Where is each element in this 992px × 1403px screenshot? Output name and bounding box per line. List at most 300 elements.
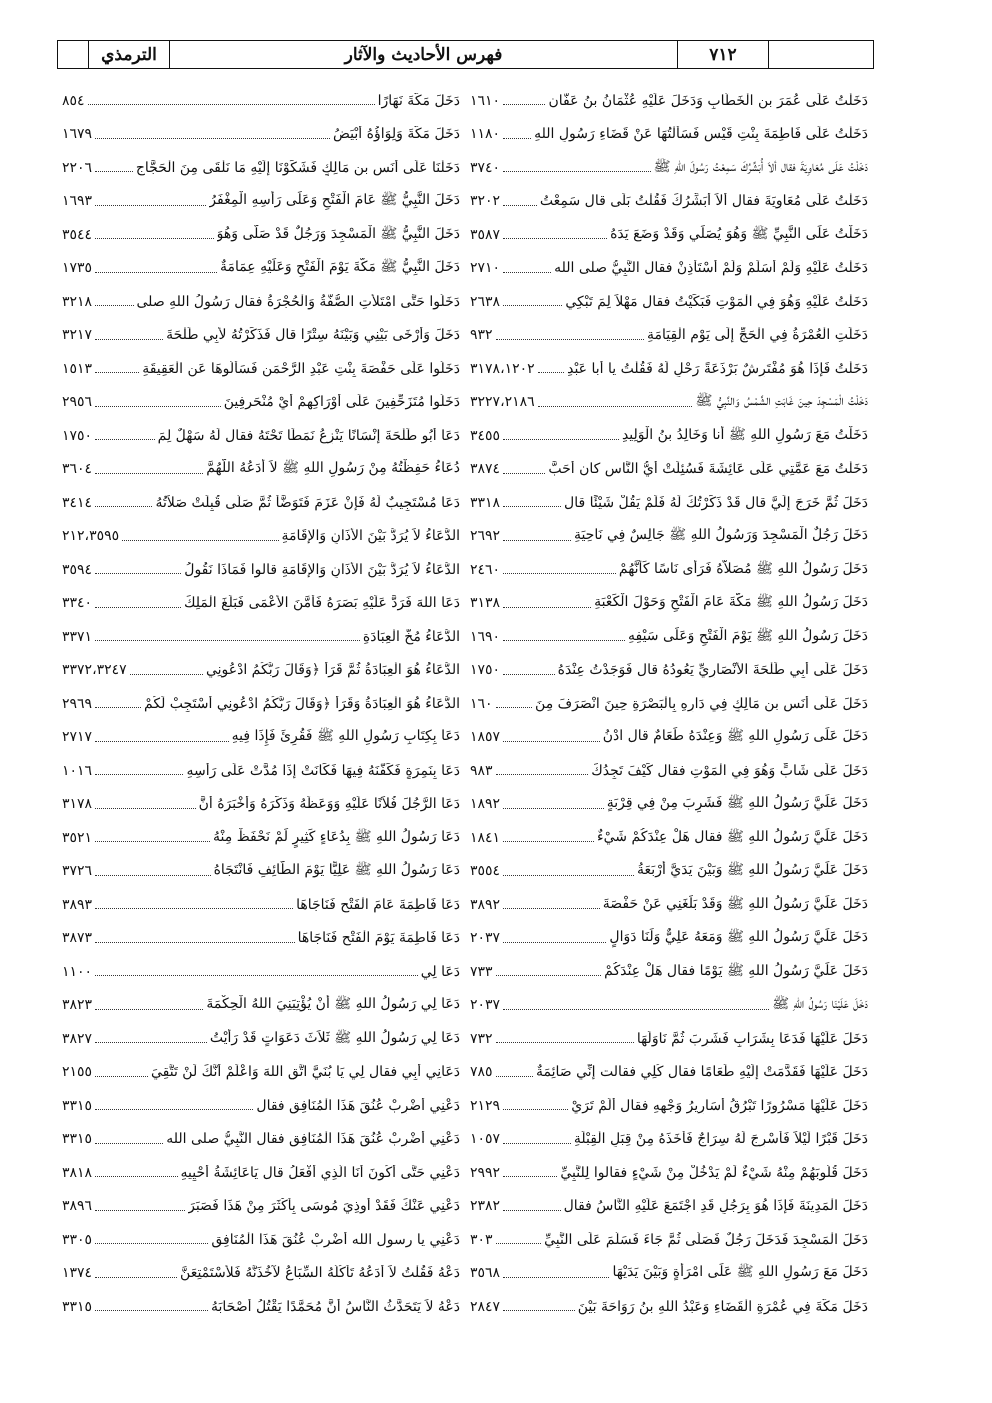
hadith-incipit: دَعَا أَبُو طَلْحَةَ إِنْسَانًا يَنْزِعُ نَمَطًا تَحْتَهُ فقال لَهُ سَهْلٌ لِمَ (157, 427, 460, 444)
index-entry (470, 419, 868, 453)
hadith-number: ١٦٠ (470, 695, 493, 712)
header-empty-cell-left (58, 41, 88, 68)
hadith-number: ٢٦٩٢ (470, 528, 501, 545)
hadith-number: ٢١٢٩ (470, 1097, 501, 1114)
dot-leader (95, 1109, 253, 1110)
hadith-number: ١٦٩٣ (62, 193, 93, 210)
hadith-incipit: دَخَلُوا مُتَزَحِّفِينَ عَلَى أَوْرَاكِهِمْ أَيْ مُنْحَرِفِينَ (223, 394, 460, 411)
hadith-incipit: دَخَلْتُ فَإِذَا هُوَ مُفْتَرِشٌ بَرْذَعَةً رَحْلٍ لَهُ فَقُلْتُ يا أبا عَبْدِ (567, 360, 868, 377)
hadith-number: ١١٨٠ (470, 126, 501, 143)
hadith-number: ٣١٧٨،١٢٠٢ (470, 360, 535, 377)
hadith-incipit: دَخَلْتُ مَعَ عَمَّتِي عَلَى عَائِشَةَ فَسُئِلَتْ أَيُّ النَّاسِ كان أَحَبَّ (548, 461, 868, 478)
index-entry (470, 1190, 868, 1224)
hadith-number: ١٧٣٥ (62, 260, 93, 277)
index-entry (62, 687, 460, 721)
index-entry (470, 185, 868, 219)
index-entry (62, 553, 460, 587)
index-entry (470, 218, 868, 252)
hadith-number: ٣٥٤٤ (62, 226, 93, 243)
dot-leader (503, 741, 600, 742)
index-entry (62, 1190, 460, 1224)
index-entry (470, 118, 868, 152)
dot-leader (95, 1042, 207, 1043)
hadith-incipit: دَخَلَ عَلَى أَبِي طَلْحَةَ الأَنْصَارِيِّ يَعُودُهُ قال فَوَجَدْتُ عِنْدَهُ (557, 662, 868, 679)
hadith-incipit: دَخَلَ النَّبِيُّ ﷺ مَكَّةَ يَوْمَ الْفَتْحِ وَعَلَيْهِ عِمَامَةٌ (219, 259, 460, 276)
hadith-incipit: دَخَلَ عَلَى أَنَسِ بنِ مَالِكٍ فِي دَارِهِ بِالْبَصْرَةِ حِينَ انْصَرَفَ مِنَ (535, 695, 868, 712)
hadith-number: ٣٠٣ (470, 1231, 493, 1248)
hadith-incipit: دَخَلْتُ عَلَى فَاطِمَةَ بِنْتِ قَيْسٍ فَسَأَلْتُهَا عَنْ قَضَاءِ رَسُولِ اللهِ (534, 126, 868, 143)
hadith-incipit: دَخَلَ مَعَ رَسُولِ اللهِ ﷺ عَلَى امْرَأَةٍ وَبَيْنَ يَدَيْهَا (612, 1264, 868, 1281)
hadith-number: ١٧٥٠ (62, 427, 93, 444)
dot-leader (503, 808, 604, 809)
dot-leader (538, 372, 564, 373)
dot-leader (95, 372, 139, 373)
hadith-incipit: دَعْهُ لاَ يَتَحَدَّثُ النَّاسُ أَنَّ مُحَمَّدًا يَقْتُلُ أَصْحَابَهُ (211, 1298, 460, 1315)
hadith-number: ٢١٥٥ (62, 1064, 93, 1081)
dot-leader (95, 975, 418, 976)
hadith-number: ٣٨١٨ (62, 1164, 93, 1181)
hadith-incipit: دَعَا الرَّجُلَ فُلاَنًا عَلَيْهِ وَوَعَظَهُ وَذَكَّرَهُ وَأَخْبَرَهُ أَنَّ (198, 796, 460, 813)
dot-leader (503, 607, 591, 608)
hadith-number: ٣٧٤٠ (470, 159, 501, 176)
hadith-number: ٣٥٥٤ (470, 863, 501, 880)
hadith-number: ١٨٩٢ (470, 796, 501, 813)
dot-leader (496, 339, 644, 340)
hadith-incipit: دَخَلْتُ عَلَى النَّبِيِّ ﷺ وَهُوَ يُصَلِّي وَقَدْ وَضَعَ يَدَهُ (610, 225, 868, 242)
dot-leader (95, 942, 295, 943)
hadith-incipit: دَعْهُ فَقُلْتُ لاَ أَدَعُهُ تَأْكُلُهُ السِّبَاعُ لآخُذَنَّهُ فَلأَسْتَمْتِعَنَّ (180, 1265, 460, 1282)
index-entry (62, 319, 460, 353)
dot-leader (503, 640, 625, 641)
hadith-incipit: دَخَلَ ثُمَّ خَرَجَ إِلَيَّ قال قَدْ ذَكَرْتُكَ لَهُ فَلَمْ يَقُلْ شَيْئًا قال (564, 494, 868, 511)
hadith-number: ٢٠٣٧ (470, 930, 501, 947)
hadith-number: ٣٣٧١ (62, 628, 93, 645)
dot-leader (503, 875, 634, 876)
index-entry (470, 955, 868, 989)
hadith-number: ١٨٤١ (470, 829, 501, 846)
dot-leader (503, 540, 571, 541)
hadith-incipit: دَخَلَ عَلَى رَسُولِ اللهِ ﷺ وَعِنْدَهُ طَعَامٌ قال ادْنُ (602, 728, 868, 745)
hadith-number: ٣٣١٥ (62, 1131, 93, 1148)
index-entry (470, 1156, 868, 1190)
hadith-number: ٣٣٤٠ (62, 595, 93, 612)
hadith-number: ٣٣١٥ (62, 1097, 93, 1114)
hadith-number: ٣٣٧٢،٣٢٤٧ (62, 662, 127, 679)
index-entry (62, 1257, 460, 1291)
hadith-incipit: دَعْنِي أَضْرِبْ عُنُقَ هَذَا الْمُنَافِقِ فقال (256, 1097, 460, 1114)
index-entry (470, 1022, 868, 1056)
index-entry (470, 587, 868, 621)
index-entry (62, 955, 460, 989)
hadith-number: ٣٥٦٨ (470, 1265, 501, 1282)
dot-leader (503, 205, 537, 206)
hadith-incipit: دَعَا فَاطِمَةَ يَوْمَ الْفَتْحِ فَنَاجَاهَا (297, 930, 460, 947)
dot-leader (503, 1310, 575, 1311)
hadith-incipit: دَخَلُوا حَتَّى امْتَلأَتِ الصُّفَّةُ وَالْحُجْرَةُ فقال رَسُولُ اللهِ صلى (136, 293, 460, 310)
index-entry (62, 285, 460, 319)
index-entry (470, 486, 868, 520)
hadith-incipit: دَخَلَ عَلَيَّ رَسُولُ اللهِ ﷺ وَمَعَهُ عَلِيٌّ وَلَنَا دَوَالٍ (609, 929, 868, 946)
dot-leader (88, 104, 375, 105)
index-entry (62, 855, 460, 889)
dot-leader (503, 1176, 557, 1177)
dot-leader (496, 707, 532, 708)
hadith-number: ٢٦٣٨ (470, 293, 501, 310)
hadith-number: ٢٢٠٦ (62, 159, 93, 176)
index-entry (62, 754, 460, 788)
hadith-incipit: دَخَلَ عَلَى شَابٍّ وَهُوَ فِي الْمَوْتِ فقال كَيْفَ تَجِدُكَ (591, 762, 868, 779)
hadith-number: ٣٥٨٧ (470, 226, 501, 243)
index-entry (470, 687, 868, 721)
dot-leader (503, 305, 562, 306)
hadith-number: ١٦١٠ (470, 92, 501, 109)
dot-leader (496, 1042, 634, 1043)
hadith-incipit: دَخَلَ مَكَّةَ فِي عُمْرَةِ الْقَضَاءِ وَعَبْدُ اللهِ بنُ رَوَاحَةَ بَيْنَ (577, 1298, 868, 1315)
hadith-number: ٣٦٠٤ (62, 461, 93, 478)
hadith-incipit: دَخَلَ وَأَرْخَى بَيْنِي وَبَيْنَهُ سِتْرًا قال فَذَكَرْتُهُ لأَبِي طَلْحَةَ (166, 327, 460, 344)
hadith-incipit: الدُّعَاءُ لاَ يُرَدُّ بَيْنَ الأَذَانِ وَالإِقَامَةِ قالوا فَمَاذَا نَقُولُ (184, 561, 460, 578)
index-entry (62, 1022, 460, 1056)
hadith-incipit: دُعَاءُ حَفِظْتُهُ مِنْ رَسُولِ اللهِ ﷺ لاَ أَدَعُهُ اللَّهُمَّ (206, 460, 460, 477)
index-entry (62, 386, 460, 420)
index-entry (62, 587, 460, 621)
hadith-number: ٩٨٣ (470, 762, 493, 779)
hadith-number: ٣٨٩٦ (62, 1198, 93, 1215)
hadith-number: ٢٩٥٦ (62, 394, 93, 411)
index-entry (470, 1089, 868, 1123)
hadith-number: ٢٩٦٩ (62, 695, 93, 712)
dot-leader (95, 1143, 163, 1144)
hadith-incipit: دَخَلَ عَلَيْهَا مَسْرُورًا تَبْرُقُ أَسَارِيرُ وَجْهِهِ فقال أَلَمْ تَرَيْ (571, 1097, 868, 1114)
hadith-incipit: دَعَا لِي رَسُولُ اللهِ ﷺ ثَلاَثَ دَعَوَاتٍ قَدْ رَأَيْتُ (209, 1029, 460, 1046)
dot-leader (95, 573, 181, 574)
index-entry (470, 84, 868, 118)
hadith-incipit: دَخَلَ عَلَيَّ رَسُولُ اللهِ ﷺ فَشَرِبَ مِنْ فِي قِرْبَةٍ (606, 795, 868, 812)
index-entry (470, 989, 868, 1023)
hadith-number: ١٦٧٩ (62, 126, 93, 143)
index-entry (62, 453, 460, 487)
index-entry (470, 553, 868, 587)
index-entry (62, 84, 460, 118)
dot-leader (95, 138, 330, 139)
dot-leader (503, 573, 616, 574)
index-entry (470, 855, 868, 889)
dot-leader (503, 674, 555, 675)
hadith-incipit: دَخَلَ قَبْرًا لَيْلاً فَأُسْرِجَ لَهُ سِرَاجٌ فَأَخَذَهُ مِنْ قِبَلِ الْقِبْلَةِ (573, 1131, 868, 1148)
hadith-number: ٣٨٧٣ (62, 930, 93, 947)
index-entry (62, 654, 460, 688)
index-entry (62, 118, 460, 152)
index-entry (470, 788, 868, 822)
hadith-number: ٢١٢،٣٥٩٥ (62, 528, 120, 545)
dot-leader (95, 1243, 208, 1244)
hadith-incipit: دَخَلْتُ عَلَى مُعَاوِيَةَ فقال ألاَ أُبَشِّرُكَ فَقُلْتُ بَلَى قال سَمِعْتُ (539, 193, 868, 210)
dot-leader (95, 808, 196, 809)
dot-leader (503, 1277, 609, 1278)
hadith-number: ٣٥٢١ (62, 829, 93, 846)
index-entry (470, 252, 868, 286)
hadith-incipit: الدُّعَاءُ هُوَ الْعِبَادَةُ وَقَرَأَ ﴿وَقَالَ رَبُّكُمُ ادْعُونِي أَسْتَجِبْ لَكُمْ (144, 695, 460, 712)
hadith-incipit: دَخَلَ عَلَيَّ رَسُولُ اللهِ ﷺ وَبَيْنَ يَدَيَّ أَرْبَعَةُ (637, 862, 868, 879)
page-header (57, 40, 874, 69)
hadith-number: ٣٨٧٤ (470, 461, 501, 478)
dot-leader (496, 1243, 542, 1244)
hadith-number: ٢٤٦٠ (470, 561, 501, 578)
hadith-incipit: دَخَلْتُ عَلَى عُمَرَ بنِ الْخَطَّابِ وَدَخَلَ عَلَيْهِ عُثْمَانُ بنُ عَفَّان (548, 92, 868, 109)
hadith-incipit: دَخَلْتُ عَلَيْهِ وَلَمْ أُسَلِّمْ وَلَمْ أَسْتَأْذِنْ فقال النَّبِيُّ صلى الله (554, 260, 868, 277)
hadith-incipit: الدُّعَاءُ مُخُّ الْعِبَادَةِ (362, 628, 460, 645)
dot-leader (503, 942, 606, 943)
dot-leader (503, 506, 561, 507)
hadith-number: ٣٨٢٣ (62, 997, 93, 1014)
hadith-incipit: دَخَلَ رَسُولُ اللهِ ﷺ يَوْمَ الْفَتْحِ وَعَلَى سَيْفِهِ (627, 627, 868, 644)
hadith-incipit: دَعْنِي يا رسول الله أَضْرِبْ عُنُقَ هَذَا الْمُنَافِقِ (211, 1231, 460, 1248)
hadith-number: ١٦٩٠ (470, 628, 501, 645)
dot-leader (95, 305, 133, 306)
hadith-number: ٣٢١٨ (62, 293, 93, 310)
hadith-incipit: دَخَلَ عَلَيْنَا رَسُولُ اللهِ ﷺ (772, 996, 868, 1013)
hadith-incipit: دَخَلَ عَلَيْهَا فَقَدَّمَتْ إِلَيْهِ طَعَامًا فقال كُلِي فقالت إِنِّي صَائِمَةٌ (536, 1064, 868, 1081)
hadith-incipit: الدُّعَاءُ هُوَ الْعِبَادَةُ ثُمَّ قَرَأَ ﴿وَقَالَ رَبُّكُمُ ادْعُونِي (205, 662, 460, 679)
hadith-number: ١٨٥٧ (470, 729, 501, 746)
dot-leader (95, 1310, 208, 1311)
dot-leader (496, 975, 602, 976)
index-entry (62, 1290, 460, 1324)
dot-leader (95, 841, 210, 842)
index-entry (470, 1290, 868, 1324)
hadith-incipit: دَخَلَتِ الْعُمْرَةُ فِي الْحَجِّ إِلَى يَوْمِ الْقِيَامَةِ (647, 327, 868, 344)
hadith-number: ٣١٧٨ (62, 796, 93, 813)
dot-leader (95, 272, 217, 273)
index-column-right (470, 84, 868, 1324)
dot-leader (95, 339, 163, 340)
index-entry (470, 821, 868, 855)
index-entry (62, 520, 460, 554)
dot-leader (95, 1210, 185, 1211)
hadith-number: ٣٧٢٦ (62, 863, 93, 880)
hadith-number: ٣٣١٨ (470, 494, 501, 511)
hadith-number: ٢٧١٠ (470, 260, 501, 277)
dot-leader (130, 674, 203, 675)
index-entry (62, 888, 460, 922)
hadith-number: ٢٨٤٧ (470, 1298, 501, 1315)
hadith-number: ٣٨٢٧ (62, 1030, 93, 1047)
index-entry (470, 1223, 868, 1257)
index-entry (470, 754, 868, 788)
hadith-number: ٣٤٥٥ (470, 427, 501, 444)
index-entry (470, 1257, 868, 1291)
hadith-incipit: الدُّعَاءُ لاَ يُرَدُّ بَيْنَ الأَذَانِ وَالإِقَامَةِ (281, 528, 460, 545)
dot-leader (122, 540, 278, 541)
hadith-number: ١٠١٦ (62, 762, 93, 779)
hadith-incipit: دَخَلْتُ عَلَى مُعَاوِيَةَ فقال ألاَ أُبَشِّرُكَ سَمِعْتُ رَسُولَ اللهِ ﷺ (653, 158, 868, 175)
index-entry (62, 1156, 460, 1190)
dot-leader (95, 640, 360, 641)
dot-leader (95, 1277, 177, 1278)
hadith-number: ٣٨٩٢ (470, 896, 501, 913)
hadith-incipit: دَخَلَ مَكَّةَ نَهَارًا (377, 92, 460, 109)
index-entry (470, 922, 868, 956)
dot-leader (95, 171, 133, 172)
hadith-number: ٢٧١٧ (62, 729, 93, 746)
hadith-number: ٣٢٢٧،٢١٨٦ (470, 394, 535, 411)
index-entry (470, 721, 868, 755)
hadith-number: ٣٢١٧ (62, 327, 93, 344)
hadith-incipit: دَخَلَ مَكَّةَ وَلِوَاؤُهُ أَبْيَضُ (333, 126, 460, 143)
index-entry (62, 721, 460, 755)
hadith-number: ٣٤١٤ (62, 494, 93, 511)
index-entry (470, 1123, 868, 1157)
hadith-incipit: دَخَلَ رَسُولُ اللهِ ﷺ مُصَلاَّهُ فَرَأَى نَاسًا كَأَنَّهُمْ (618, 560, 868, 577)
dot-leader (95, 774, 183, 775)
index-entry (62, 821, 460, 855)
hadith-incipit: دَخَلَ رَجُلٌ الْمَسْجِدَ وَرَسُولُ اللهِ ﷺ جَالِسٌ فِي نَاحِيَةِ (573, 527, 868, 544)
hadith-incipit: دَعَا بِكِتَابِ رَسُولِ اللهِ ﷺ فَقُرِئَ فَإِذَا فِيهِ (231, 728, 460, 745)
hadith-incipit: دَخَلَ الْمَدِينَةَ فَإِذَا هُوَ بِرَجُلٍ قَدِ اجْتَمَعَ عَلَيْهِ النَّاسُ فقال (563, 1198, 868, 1215)
dot-leader (503, 473, 545, 474)
hadith-number: ٢٣٨٢ (470, 1198, 501, 1215)
index-entry (62, 989, 460, 1023)
dot-leader (503, 1009, 769, 1010)
dot-leader (503, 1210, 561, 1211)
index-entry (62, 788, 460, 822)
index-entry (470, 888, 868, 922)
hadith-incipit: دَخَلُوا عَلَى حَفْصَةَ بِنْتِ عَبْدِ الرَّحْمَنِ فَسَأَلُوهَا عَنِ الْعَقِيقَةِ (142, 360, 460, 377)
hadith-incipit: دَخَلَ عَلَيَّ رَسُولُ اللهِ ﷺ وَقَدْ بَلَغَنِي عَنْ حَفْصَةَ (602, 895, 868, 912)
hadith-incipit: دَعْنِي عَنْكَ فَقَدْ أُوذِيَ مُوسَى بِأَكْثَرَ مِنْ هَذَا فَصَبَرَ (188, 1198, 460, 1215)
dot-leader (95, 607, 181, 608)
index-entry (470, 151, 868, 185)
page-number: ٧١٢ (677, 41, 768, 68)
hadith-incipit: دَعَانِي أَبِي فقال لِي يَا بُنَيَّ اتَّقِ اللهَ وَاعْلَمْ أَنَّكَ لَنْ تَتَّقِيَ (150, 1064, 460, 1081)
hadith-number: ٧٣٣ (470, 963, 493, 980)
hadith-number: ٣٨٩٣ (62, 896, 93, 913)
hadith-incipit: دَعَا بِنَمِرَةٍ فَكَفَّنَهُ فِيهَا فَكَانَتْ إِذَا مُدَّتْ عَلَى رَأْسِهِ (186, 762, 460, 779)
index-entry (470, 654, 868, 688)
hadith-number: ١١٠٠ (62, 963, 93, 980)
hadith-number: ١٠٥٧ (470, 1131, 501, 1148)
hadith-incipit: دَعَا مُسْتَجِيبٌ لَهُ فَإِنْ عَزَمَ فَتَوَضَّأَ ثُمَّ صَلَّى قُبِلَتْ صَلاَتُهُ (155, 494, 460, 511)
dot-leader (503, 841, 594, 842)
hadith-number: ٨٥٤ (62, 92, 85, 109)
dot-leader (95, 741, 229, 742)
dot-leader (503, 439, 619, 440)
index-column-left (62, 84, 460, 1324)
dot-leader (496, 774, 589, 775)
index-entry (62, 1123, 460, 1157)
hadith-incipit: دَخَلَ النَّبِيُّ ﷺ الْمَسْجِدَ وَرَجُلٌ قَدْ صَلَّى وَهُوَ (216, 225, 460, 242)
index-entry (62, 620, 460, 654)
hadith-incipit: دَخَلَ النَّبِيُّ ﷺ عَامَ الْفَتْحِ وَعَلَى رَأْسِهِ الْمِغْفَرُ (209, 192, 460, 209)
hadith-incipit: دَخَلَ رَسُولُ اللهِ ﷺ مَكَّةَ عَامَ الْفَتْحِ وَحَوْلَ الْكَعْبَةِ (594, 594, 868, 611)
index-entry (62, 922, 460, 956)
index-entry (62, 185, 460, 219)
dot-leader (95, 1076, 148, 1077)
dot-leader (95, 707, 141, 708)
hadith-incipit: دَخَلَ قُلُوبَهُمْ مِنْهُ شَيْءٌ لَمْ يَدْخُلْ مِنْ شَيْءٍ فقالوا لِلنَّبِيِّ (560, 1164, 868, 1181)
hadith-incipit: دَخَلْتُ مَعَ رَسُولِ اللهِ ﷺ أنا وَخَالِدُ بنُ الْوَلِيدِ (621, 426, 868, 443)
hadith-incipit: دَخَلْنَا عَلَى أَنَسِ بنِ مَالِكٍ فَشَكَوْنَا إِلَيْهِ مَا نَلْقَى مِنَ الْحَجَّاجِ (135, 159, 460, 176)
index-entry (62, 352, 460, 386)
hadith-incipit: دَعَا فَاطِمَةَ عَامَ الْفَتْحِ فَنَاجَاهَا (296, 896, 460, 913)
dot-leader (95, 473, 203, 474)
dot-leader (95, 506, 152, 507)
index-entry (62, 151, 460, 185)
page-title: فهرس الأحاديث والآثار (169, 41, 677, 68)
dot-leader (95, 1176, 177, 1177)
hadith-incipit: دَخَلَ عَلَيَّ رَسُولُ اللهِ ﷺ يَوْمًا فقال هَلْ عِنْدَكُمْ (604, 962, 868, 979)
index-entry (470, 352, 868, 386)
index-entry (470, 620, 868, 654)
hadith-incipit: دَعَا لِي رَسُولُ اللهِ ﷺ أَنْ يُؤْتِيَنِيَ اللهُ الْحِكْمَةَ (206, 996, 460, 1013)
hadith-number: ٣٢٠٢ (470, 193, 501, 210)
dot-leader (95, 1009, 203, 1010)
dot-leader (496, 1076, 533, 1077)
hadith-incipit: دَخَلَ عَلَيَّ رَسُولُ اللهِ ﷺ فقال هَلْ عِنْدَكُمْ شَيْءٌ (597, 828, 868, 845)
index-entry (470, 386, 868, 420)
dot-leader (503, 908, 600, 909)
hadith-incipit: دَخَلْتُ عَلَيْهِ وَهُوَ فِي الْمَوْتِ فَبَكَيْتُ فقال مَهْلاً لِمَ تَبْكِي (565, 293, 868, 310)
hadith-number: ٣١٣٨ (470, 595, 501, 612)
index-entry (470, 319, 868, 353)
hadith-incipit: دَعَا رَسُولُ اللهِ ﷺ عَلِيًّا يَوْمَ الطَّائِفِ فَانْتَجَاهُ (213, 862, 460, 879)
hadith-number: ٩٣٢ (470, 327, 493, 344)
hadith-number: ١٧٥٠ (470, 662, 501, 679)
index-entry (470, 285, 868, 319)
dot-leader (503, 272, 551, 273)
index-entry (62, 419, 460, 453)
dot-leader (503, 138, 531, 139)
index-entry (470, 1056, 868, 1090)
dot-leader (95, 908, 293, 909)
hadith-incipit: دَعَا اللهَ فَرَدَّ عَلَيْهِ بَصَرَهُ فَأَمَّنَ الأَعْمَى فَبَلَغَ الْمَلِكَ (183, 595, 460, 612)
hadith-number: ٢٩٩٢ (470, 1164, 501, 1181)
hadith-number: ٣٥٩٤ (62, 561, 93, 578)
hadith-incipit: دَعْنِي حَتَّى أَكُونَ أَنَا الَّذِي أَفْعَلُ قال يَاعَائِشَةُ أَحْيِيهِ (180, 1164, 460, 1181)
hadith-number: ٧٣٢ (470, 1030, 493, 1047)
hadith-incipit: دَخَلَ الْمَسْجِدَ فَدَخَلَ رَجُلٌ فَصَلَّى ثُمَّ جَاءَ فَسَلَّمَ عَلَى النَّبِيِّ (544, 1231, 868, 1248)
dot-leader (95, 439, 155, 440)
index-entry (62, 1089, 460, 1123)
hadith-incipit: دَخَلَ عَلَيْهَا فَدَعَا بِشَرَابٍ فَشَرِبَ ثُمَّ نَاوَلَهَا (636, 1030, 868, 1047)
header-empty-cell-right (768, 41, 873, 68)
dot-leader (503, 1109, 568, 1110)
hadith-incipit: دَعَا لِي (420, 963, 460, 980)
index-entry (470, 453, 868, 487)
dot-leader (95, 238, 214, 239)
index-entry (62, 1223, 460, 1257)
index-entry (62, 218, 460, 252)
dot-leader (503, 1143, 571, 1144)
index-entry (62, 1056, 460, 1090)
dot-leader (538, 406, 693, 407)
dot-leader (95, 875, 211, 876)
index-entry (62, 252, 460, 286)
dot-leader (503, 238, 607, 239)
dot-leader (503, 104, 545, 105)
hadith-number: ٣٣٠٥ (62, 1231, 93, 1248)
hadith-number: ٣٣١٥ (62, 1298, 93, 1315)
hadith-number: ١٥١٣ (62, 360, 93, 377)
index-entry (470, 520, 868, 554)
hadith-incipit: دَعْنِي أَضْرِبْ عُنُقَ هَذَا الْمُنَافِقِ فقال النَّبِيُّ صلى الله (166, 1131, 460, 1148)
dot-leader (95, 205, 206, 206)
hadith-number: ٧٨٥ (470, 1064, 493, 1081)
hadith-incipit: دَعَا رَسُولُ اللهِ ﷺ بِدُعَاءٍ كَثِيرٍ لَمْ نَحْفَظْ مِنْهُ (213, 828, 460, 845)
book-name: الترمذي (88, 41, 169, 68)
dot-leader (503, 171, 650, 172)
dot-leader (95, 406, 221, 407)
